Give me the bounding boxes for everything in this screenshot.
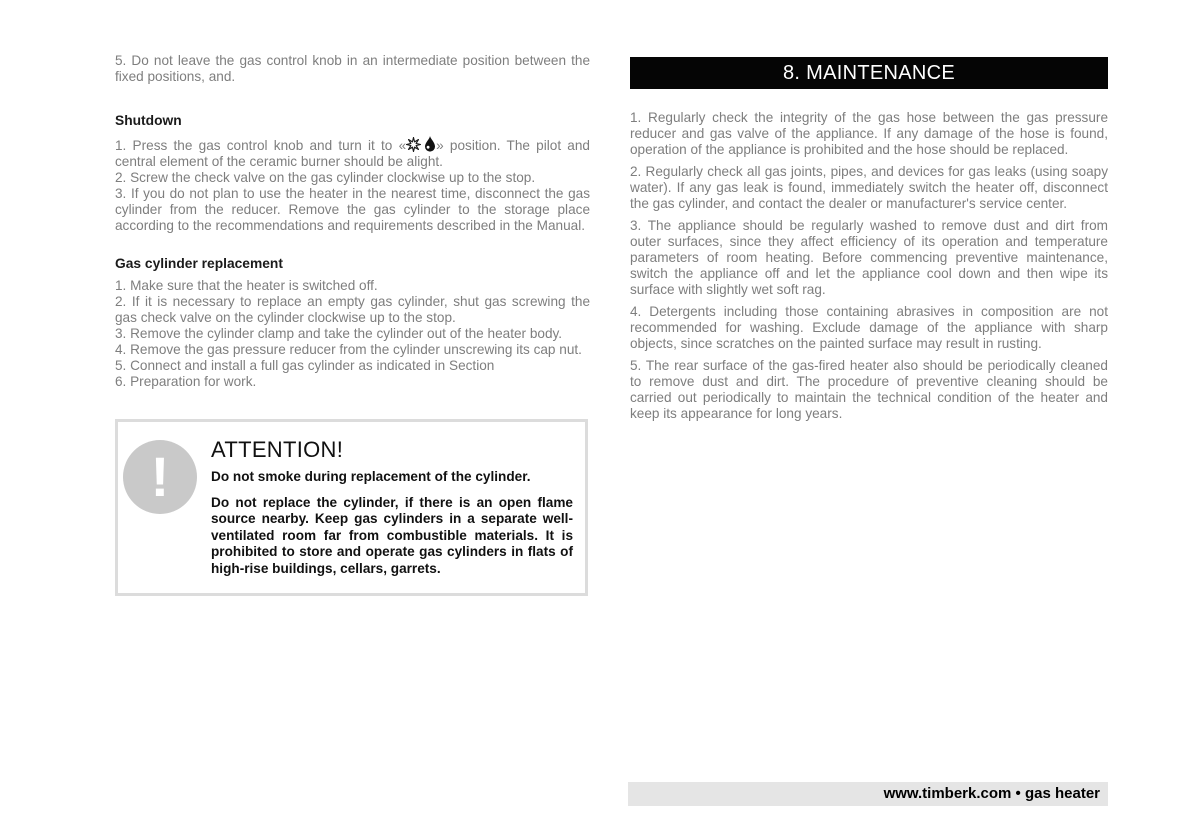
- replacement-item-6: 6. Preparation for work.: [115, 374, 257, 389]
- flame-icon: [424, 136, 436, 152]
- replacement-item-3: 3. Remove the cylinder clamp and take the cylinder out of the heater body.: [115, 326, 563, 341]
- paragraph-intro: 5. Do not leave the gas control knob in an intermediate position between the fixed positions, and.: [115, 53, 590, 84]
- shutdown-item-1-text-before: 1. Press the gas control knob and turn it to «: [115, 138, 407, 153]
- attention-text: [211, 438, 573, 577]
- left-column: [115, 53, 590, 596]
- maintenance-item-4: 4. Detergents including those containing abrasives in composition are not recommended for washing. Exclude damage of the appliance with sharp objects, since scratches on the painted surface may result in rusting.: [630, 304, 1108, 351]
- maintenance-item-3: 3. The appliance should be regularly washed to remove dust and dirt from outer surfaces, since they affect efficiency of its operation and temperature parameters of room heating. Before commencing preventive maintenance, switch the appliance off and let the appliance cool down and then wipe its surface with slightly wet soft rag.: [630, 218, 1108, 297]
- footer-bar: [628, 782, 1108, 806]
- maintenance-item-2: 2. Regularly check all gas joints, pipes, and devices for gas leaks (using soapy water). If any gas leak is found, immediately switch the heater off, disconnect the gas cylinder, and contact the dealer or manufacturer's service center.: [630, 164, 1108, 211]
- attention-line-2: Do not replace the cylinder, if there is an open flame source nearby. Keep gas cylinders in a separate well-ventilated room far from combustible materials. It is prohibited to store and operate gas cylinders in flats of high-rise buildings, cellars, garrets.: [211, 494, 573, 576]
- exclamation-icon: !: [123, 440, 197, 514]
- footer-text: www.timberk.com • gas heater: [883, 785, 1100, 802]
- attention-line-1: Do not smoke during replacement of the cylinder.: [211, 469, 531, 484]
- shutdown-item-1: [115, 136, 590, 170]
- heading-gas-cylinder-replacement: Gas cylinder replacement: [115, 256, 283, 271]
- section-header-maintenance: 8. MAINTENANCE: [630, 57, 1108, 89]
- spark-icon: [406, 137, 421, 152]
- replacement-item-5: 5. Connect and install a full gas cylinder as indicated in Section: [115, 358, 495, 373]
- replacement-item-1: 1. Make sure that the heater is switched off.: [115, 278, 378, 293]
- maintenance-item-1: 1. Regularly check the integrity of the gas hose between the gas pressure reducer and gas valve of the appliance. If any damage of the hose is found, operation of the appliance is prohibited and the hose should be replaced.: [630, 110, 1108, 157]
- right-column: [630, 57, 1108, 428]
- heading-shutdown: Shutdown: [115, 113, 182, 128]
- shutdown-item-3: 3. If you do not plan to use the heater in the nearest time, disconnect the gas cylinder from the reducer. Remove the gas cylinder to the storage place according to the recommendations and requirements described in the Manual.: [115, 186, 590, 233]
- maintenance-item-5: 5. The rear surface of the gas-fired heater also should be periodically cleaned to remove dust and dirt. The procedure of preventive cleaning should be carried out periodically to maintain the technical condition of the heater and keep its appearance for long years.: [630, 358, 1108, 421]
- shutdown-item-2: 2. Screw the check valve on the gas cylinder clockwise up to the stop.: [115, 170, 536, 185]
- replacement-item-4: 4. Remove the gas pressure reducer from the cylinder unscrewing its cap nut.: [115, 342, 582, 357]
- attention-box: [115, 419, 588, 596]
- replacement-item-2: 2. If it is necessary to replace an empty gas cylinder, shut gas screwing the gas check valve on the cylinder clockwise up to the stop.: [115, 294, 590, 325]
- attention-title: ATTENTION!: [211, 437, 344, 462]
- shutdown-item-1-text-after: » position. The pilot and central element of the ceramic burner should be alight.: [115, 138, 590, 169]
